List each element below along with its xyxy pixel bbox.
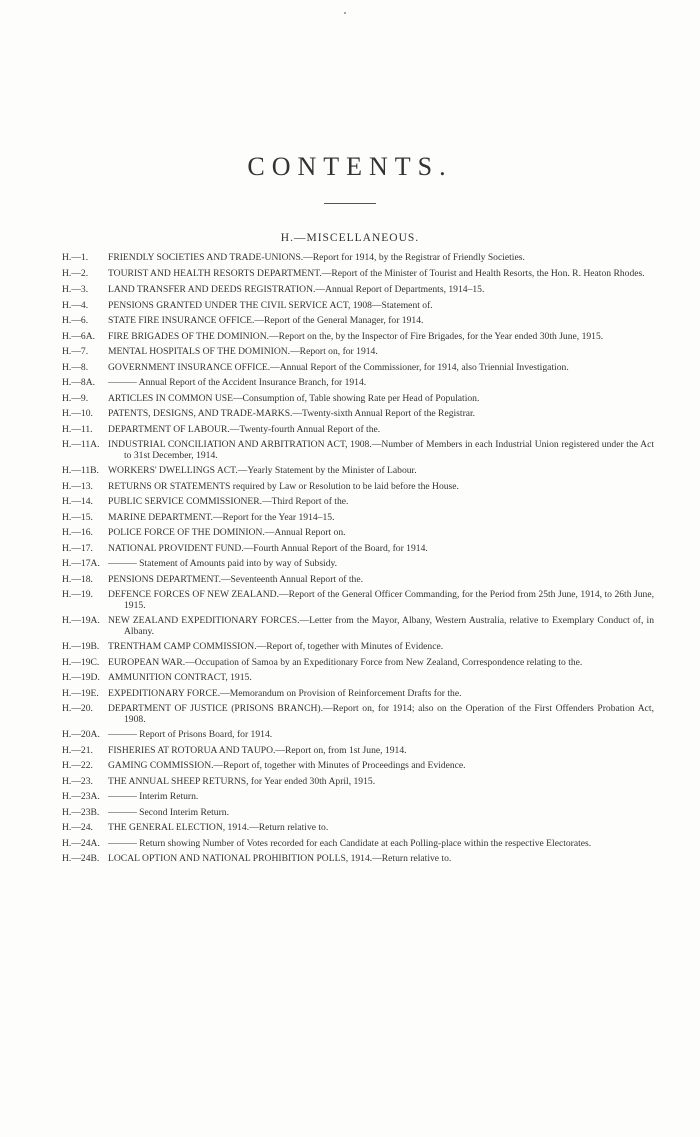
entry-text: FIRE BRIGADES OF THE DOMINION.—Report on the, by the Inspector of Fire Brigades, for the Year ended 30th June, 1915. — [108, 330, 604, 342]
entry-text: LOCAL OPTION AND NATIONAL PROHIBITION POLLS, 1914.—Return relative to. — [108, 853, 452, 864]
contents-entry — [0, 616, 700, 637]
entry-text: ——— Annual Report of the Accident Insurance Branch, for 1914. — [108, 377, 367, 388]
entry-text: ——— Report of Prisons Board, for 1914. — [108, 729, 273, 740]
contents-entry — [0, 808, 700, 819]
contents-entry — [0, 332, 700, 343]
entry-text: DEPARTMENT OF LABOUR.—Twenty-fourth Annual Report of the. — [108, 423, 381, 435]
contents-entry — [0, 301, 700, 312]
entry-code: H.—23B. — [62, 806, 100, 818]
contents-entry — [0, 704, 700, 725]
entry-text: FISHERIES AT ROTORUA AND TAUPO.—Report on, from 1st June, 1914. — [108, 744, 407, 756]
entry-code: H.—20A. — [62, 729, 100, 740]
entry-text: RETURNS OR STATEMENTS required by Law or Resolution to be laid before the House. — [108, 480, 459, 492]
contents-entry — [0, 513, 700, 524]
entry-text: DEPARTMENT OF JUSTICE (PRISONS BRANCH).—Report on, for 1914; also on the Operation of the First Offenders Probation Act, 1908. — [108, 703, 654, 725]
entry-code: H.—24. — [62, 822, 93, 833]
contents-entry — [0, 689, 700, 700]
contents-entry — [0, 761, 700, 772]
contents-entry — [0, 746, 700, 757]
contents-list — [0, 253, 700, 865]
entry-code: H.—19. — [62, 589, 93, 600]
contents-entry — [0, 440, 700, 461]
contents-entry — [0, 854, 700, 865]
contents-entry — [0, 285, 700, 296]
entry-code: H.—22. — [62, 760, 93, 771]
entry-code: H.—17. — [62, 542, 93, 554]
entry-text: THE ANNUAL SHEEP RETURNS, for Year ended 30th April, 1915. — [108, 775, 376, 787]
entry-code: H.—9. — [62, 392, 89, 404]
entry-code: H.—20. — [62, 703, 93, 714]
title-rule — [324, 203, 376, 204]
contents-entry — [0, 269, 700, 280]
entry-code: H.—4. — [62, 299, 89, 311]
contents-entry — [0, 253, 700, 264]
entry-code: H.—18. — [62, 573, 93, 585]
entry-text: ——— Statement of Amounts paid into by way of Subsidy. — [108, 558, 338, 569]
section-heading: H.—MISCELLANEOUS. — [280, 232, 420, 244]
contents-entry — [0, 425, 700, 436]
entry-text: PUBLIC SERVICE COMMISSIONER.—Third Report of the. — [108, 496, 349, 507]
entry-code: H.—11B. — [62, 465, 99, 476]
contents-entry — [0, 575, 700, 586]
entry-text: ——— Second Interim Return. — [108, 806, 229, 818]
entry-text: NEW ZEALAND EXPEDITIONARY FORCES.—Letter from the Mayor, Albany, Western Australia, relative to Exemplary Conduct of, in Albany. — [108, 615, 654, 637]
entry-code: H.—17A. — [62, 558, 100, 569]
entry-code: H.—10. — [62, 408, 93, 419]
contents-entry — [0, 466, 700, 477]
speck-mark — [344, 12, 346, 14]
entry-text: ——— Return showing Number of Votes recorded for each Candidate at each Polling-place within the respective Electorates. — [108, 837, 592, 849]
entry-text: NATIONAL PROVIDENT FUND.—Fourth Annual Report of the Board, for 1914. — [108, 542, 428, 554]
contents-entry — [0, 347, 700, 358]
entry-text: PENSIONS GRANTED UNDER THE CIVIL SERVICE ACT, 1908—Statement of. — [108, 299, 433, 311]
entry-code: H.—24B. — [62, 853, 100, 864]
entry-code: H.—6. — [62, 315, 89, 326]
entry-code: H.—7. — [62, 346, 89, 357]
entry-text: WORKERS' DWELLINGS ACT.—Yearly Statement by the Minister of Labour. — [108, 465, 417, 476]
entry-text: PATENTS, DESIGNS, AND TRADE-MARKS.—Twenty-sixth Annual Report of the Registrar. — [108, 408, 476, 419]
entry-text: LAND TRANSFER AND DEEDS REGISTRATION.—Annual Report of Departments, 1914–15. — [108, 284, 485, 295]
contents-entry — [0, 528, 700, 539]
entry-code: H.—15. — [62, 511, 93, 523]
contents-entry — [0, 316, 700, 327]
contents-entry — [0, 590, 700, 611]
contents-entry — [0, 363, 700, 374]
entry-code: H.—16. — [62, 527, 93, 538]
contents-entry — [0, 642, 700, 653]
contents-entry — [0, 544, 700, 555]
entry-code: H.—14. — [62, 496, 93, 507]
entry-code: H.—13. — [62, 480, 93, 492]
contents-entry — [0, 482, 700, 493]
entry-code: H.—11A. — [62, 439, 100, 450]
entry-text: STATE FIRE INSURANCE OFFICE.—Report of the General Manager, for 1914. — [108, 315, 424, 326]
entry-text: PENSIONS DEPARTMENT.—Seventeenth Annual Report of the. — [108, 573, 363, 585]
entry-text: MENTAL HOSPITALS OF THE DOMINION.—Report on, for 1914. — [108, 346, 378, 357]
contents-entry — [0, 559, 700, 570]
entry-code: H.—8A. — [62, 377, 96, 388]
entry-text: THE GENERAL ELECTION, 1914.—Return relative to. — [108, 822, 329, 833]
entry-code: H.—23A. — [62, 791, 100, 802]
contents-entry — [0, 792, 700, 803]
entry-code: H.—19E. — [62, 687, 99, 699]
contents-entry — [0, 673, 700, 684]
entry-text: TRENTHAM CAMP COMMISSION.—Report of, together with Minutes of Evidence. — [108, 641, 444, 652]
entry-code: H.—8. — [62, 361, 89, 373]
contents-entry — [0, 839, 700, 850]
entry-text: FRIENDLY SOCIETIES AND TRADE-UNIONS.—Report for 1914, by the Registrar of Friendly Societies. — [108, 252, 525, 263]
contents-entry — [0, 394, 700, 405]
entry-code: H.—1. — [62, 252, 89, 263]
entry-code: H.—3. — [62, 284, 89, 295]
contents-entry — [0, 497, 700, 508]
entry-text: GAMING COMMISSION.—Report of, together with Minutes of Proceedings and Evidence. — [108, 760, 466, 771]
contents-entry — [0, 823, 700, 834]
entry-text: EXPEDITIONARY FORCE.—Memorandum on Provision of Reinforcement Drafts for the. — [108, 687, 462, 699]
contents-entry — [0, 777, 700, 788]
page-title: CONTENTS. — [247, 152, 453, 181]
contents-entry — [0, 378, 700, 389]
entry-text: ——— Interim Return. — [108, 791, 199, 802]
entry-code: H.—2. — [62, 267, 89, 279]
entry-text: POLICE FORCE OF THE DOMINION.—Annual Report on. — [108, 527, 346, 538]
entry-text: EUROPEAN WAR.—Occupation of Samoa by an Expeditionary Force from New Zealand, Correspondence relating to the. — [108, 656, 583, 668]
entry-text: GOVERNMENT INSURANCE OFFICE.—Annual Report of the Commissioner, for 1914, also Triennial Investigation. — [108, 361, 569, 373]
entry-text: TOURIST AND HEALTH RESORTS DEPARTMENT.—Report of the Minister of Tourist and Health Resorts, the Hon. R. Heaton Rhodes. — [108, 267, 645, 279]
entry-code: H.—21. — [62, 744, 93, 756]
entry-text: ARTICLES IN COMMON USE—Consumption of, Table showing Rate per Head of Population. — [108, 392, 480, 404]
entry-code: H.—19B. — [62, 641, 100, 652]
entry-code: H.—24A. — [62, 837, 100, 849]
contents-entry — [0, 409, 700, 420]
entry-code: H.—19A. — [62, 615, 100, 626]
entry-code: H.—6A. — [62, 330, 96, 342]
entry-text: DEFENCE FORCES OF NEW ZEALAND.—Report of the General Officer Commanding, for the Period from 25th June, 1914, to 26th June, 1915. — [108, 589, 654, 611]
contents-entry — [0, 658, 700, 669]
entry-code: H.—19D. — [62, 672, 100, 683]
entry-text: INDUSTRIAL CONCILIATION AND ARBITRATION ACT, 1908.—Number of Members in each Industrial Union registered under the Act to 31st December, 1914. — [108, 439, 654, 461]
entry-code: H.—23. — [62, 775, 93, 787]
contents-entry — [0, 730, 700, 741]
entry-code: H.—19C. — [62, 656, 100, 668]
entry-code: H.—11. — [62, 423, 93, 435]
entry-text: AMMUNITION CONTRACT, 1915. — [108, 672, 252, 683]
entry-text: MARINE DEPARTMENT.—Report for the Year 1914–15. — [108, 511, 335, 523]
